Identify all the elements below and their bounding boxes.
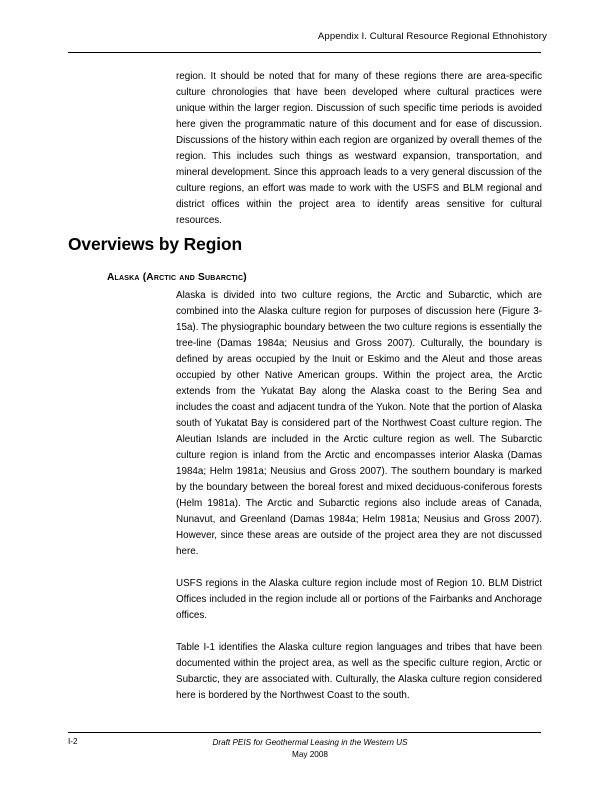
alaska-text-block [176, 288, 542, 704]
intro-text-block [176, 69, 542, 229]
alaska-paragraph-3: Table I-1 identifies the Alaska culture region languages and tribes that have been documented within the project area, as well as the specific culture region, Arctic or Subarctic, they are associated with. Culturally, the Alaska culture region considered here is bordered by the Northwest Coast to the south. [176, 642, 542, 701]
alaska-paragraph-1: Alaska is divided into two culture regions, the Arctic and Subarctic, which are combined into the Alaska culture region for purposes of discussion here (Figure 3-15a). The physiographic boundary between the two culture regions is essentially the tree-line (Damas 1984a; Neusius and Gross 2007). Culturally, the boundary is defined by areas occupied by the Inuit or Eskimo and the Aleut and those areas occupied by other Native American groups. Within the project area, the Arctic extends from the Yukatat Bay along the Alaska coast to the Bering Sea and includes the coast and adjacent tundra of the Yukon. Note that the portion of Alaska south of Yukatat Bay is considered part of the Northwest Coast culture region. The Aleutian Islands are included in the Arctic culture region as well. The Subarctic culture region is inland from the Arctic and encompasses interior Alaska (Damas 1984a; Helm 1981a; Neusius and Gross 2007). The southern boundary is marked by the boundary between the boreal forest and mixed deciduous-coniferous forests (Helm 1981a). The Arctic and Subarctic regions also include areas of Canada, Nunavut, and Greenland (Damas 1984a; Helm 1981a; Neusius and Gross 2007). However, since these areas are outside of the project area they are not discussed here. [176, 290, 542, 557]
running-header-title: Appendix I. Cultural Resource Regional Ethnohistory [317, 31, 547, 42]
section-heading: Overviews by Region [68, 234, 243, 254]
header-rule [68, 52, 541, 53]
footer-page-number: I-2 [68, 737, 78, 746]
footer-date: May 2008 [292, 750, 328, 759]
footer-document-title: Draft PEIS for Geothermal Leasing in the Western US [212, 738, 408, 747]
footer-rule [68, 732, 541, 733]
subsection-heading: Alaska (Arctic and Subarctic) [107, 272, 247, 283]
alaska-paragraph-2: USFS regions in the Alaska culture region include most of Region 10. BLM District Offices included in the region include all or portions of the Fairbanks and Anchorage offices. [176, 578, 542, 621]
intro-paragraph: region. It should be noted that for many of these regions there are area-specific culture chronologies that have been developed where cultural practices were unique within the larger region. Discussion of such specific time periods is avoided here given the programmatic nature of this document and for ease of discussion. Discussions of the history within each region are organized by overall themes of the region. This includes such things as westward expansion, transportation, and mineral development. Since this approach leads to a very general discussion of the culture regions, an effort was made to work with the USFS and BLM regional and district offices within the project area to identify areas sensitive for cultural resources. [176, 71, 542, 226]
